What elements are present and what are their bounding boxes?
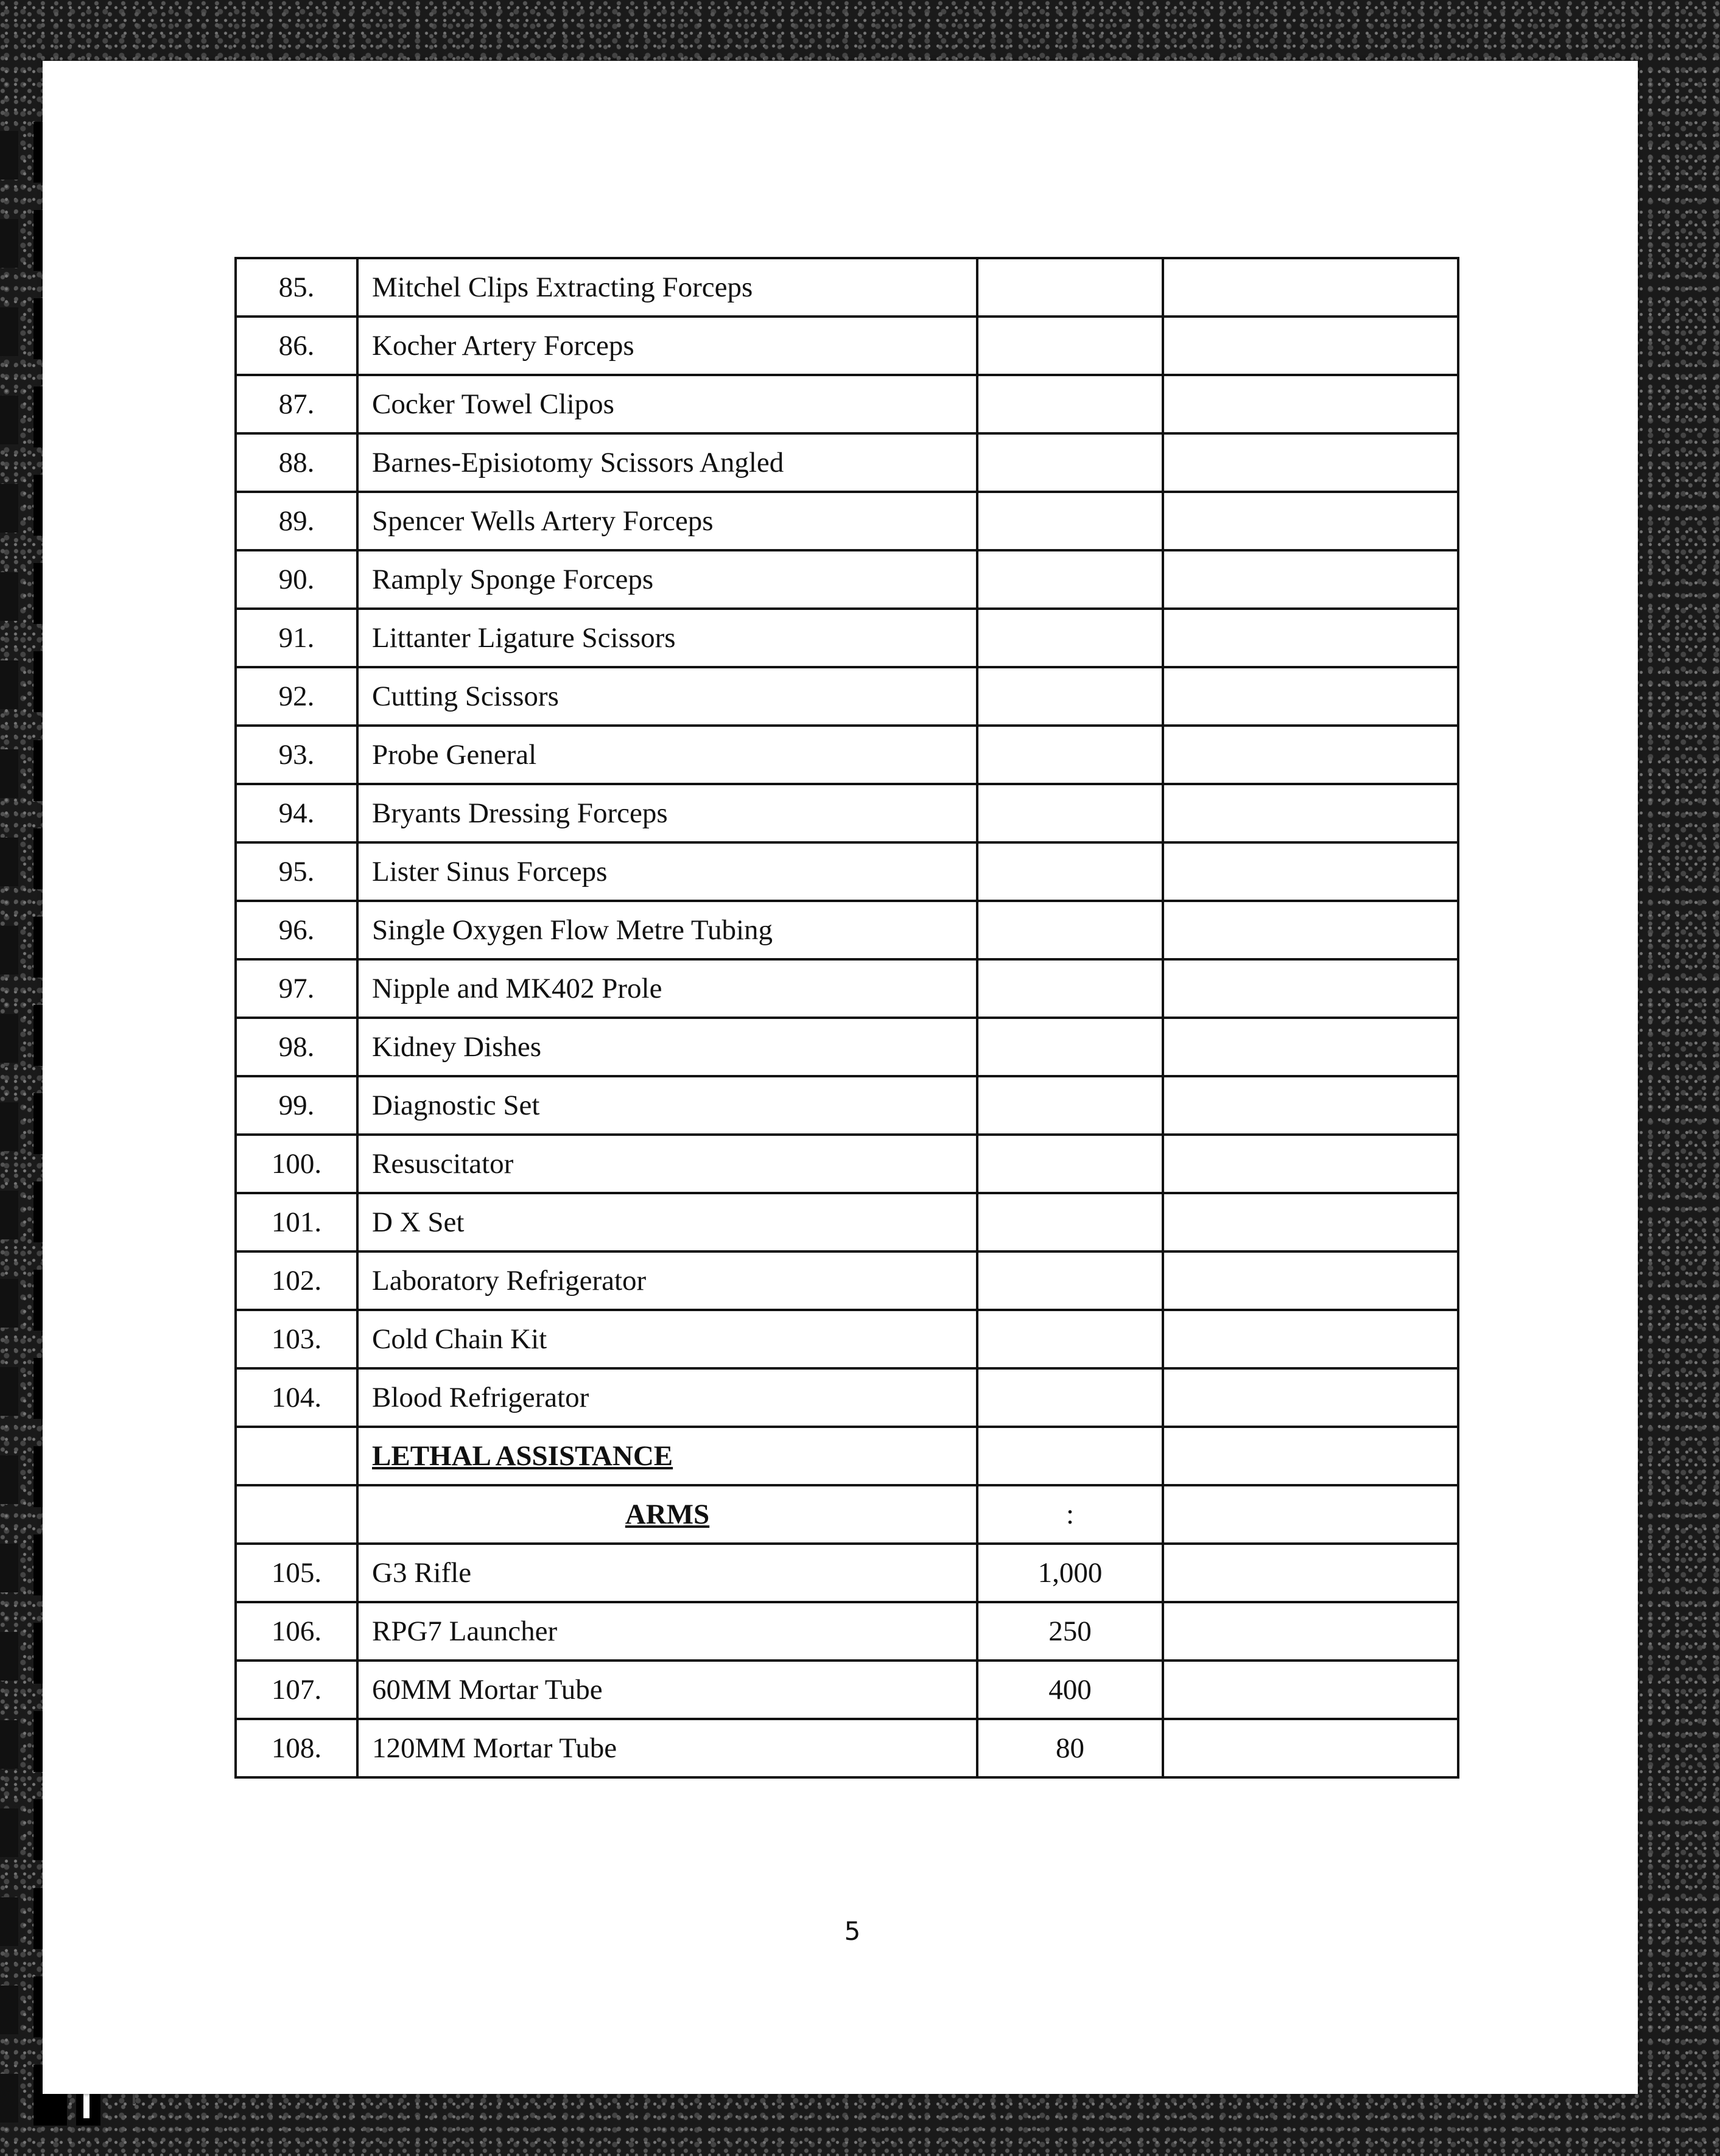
item-name: RPG7 Launcher: [357, 1602, 977, 1661]
section-extra-cell: [1163, 1427, 1458, 1485]
table-row: [236, 1661, 1458, 1719]
subsection-mark: :: [977, 1485, 1163, 1544]
item-extra: [1163, 375, 1458, 433]
item-extra: [1163, 726, 1458, 784]
table-row: [236, 492, 1458, 550]
item-quantity: [977, 901, 1163, 959]
table-row: [236, 433, 1458, 492]
item-quantity: [977, 959, 1163, 1018]
item-name: Lister Sinus Forceps: [357, 842, 977, 901]
item-name: 60MM Mortar Tube: [357, 1661, 977, 1719]
item-quantity: [977, 1368, 1163, 1427]
item-extra: [1163, 901, 1458, 959]
item-extra: [1163, 550, 1458, 609]
equipment-table-body: [236, 258, 1458, 1777]
item-name: Bryants Dressing Forceps: [357, 784, 977, 842]
item-quantity: [977, 258, 1163, 317]
item-name: G3 Rifle: [357, 1544, 977, 1602]
item-number: 92.: [236, 667, 357, 726]
item-name: Spencer Wells Artery Forceps: [357, 492, 977, 550]
item-quantity: [977, 609, 1163, 667]
table-row: [236, 1018, 1458, 1076]
item-number: 88.: [236, 433, 357, 492]
item-quantity: 1,000: [977, 1544, 1163, 1602]
item-name: Ramply Sponge Forceps: [357, 550, 977, 609]
table-row: [236, 1076, 1458, 1135]
item-number: 100.: [236, 1135, 357, 1193]
item-extra: [1163, 1719, 1458, 1777]
item-quantity: [977, 433, 1163, 492]
item-number: 94.: [236, 784, 357, 842]
section-heading-lethal-assistance: LETHAL ASSISTANCE: [357, 1427, 977, 1485]
item-quantity: [977, 1310, 1163, 1368]
item-name: Resuscitator: [357, 1135, 977, 1193]
table-row: [236, 550, 1458, 609]
item-name: Cold Chain Kit: [357, 1310, 977, 1368]
section-qty-cell: [977, 1427, 1163, 1485]
item-name: Kocher Artery Forceps: [357, 317, 977, 375]
item-name: Mitchel Clips Extracting Forceps: [357, 258, 977, 317]
item-extra: [1163, 1251, 1458, 1310]
table-row: [236, 609, 1458, 667]
table-row: [236, 375, 1458, 433]
table-row: [236, 959, 1458, 1018]
item-quantity: [977, 784, 1163, 842]
item-extra: [1163, 1544, 1458, 1602]
item-extra: [1163, 1661, 1458, 1719]
item-number: 101.: [236, 1193, 357, 1251]
item-name: Kidney Dishes: [357, 1018, 977, 1076]
table-row: [236, 1193, 1458, 1251]
table-row: [236, 1544, 1458, 1602]
page-number: 5: [844, 1916, 861, 1946]
item-number: 106.: [236, 1602, 357, 1661]
item-name: Cocker Towel Clipos: [357, 375, 977, 433]
item-quantity: [977, 726, 1163, 784]
item-number: 90.: [236, 550, 357, 609]
item-extra: [1163, 317, 1458, 375]
item-extra: [1163, 1310, 1458, 1368]
table-row: [236, 1251, 1458, 1310]
table-row: [236, 1368, 1458, 1427]
item-quantity: [977, 667, 1163, 726]
item-number: 105.: [236, 1544, 357, 1602]
item-extra: [1163, 1076, 1458, 1135]
table-row: [236, 1310, 1458, 1368]
item-name: Blood Refrigerator: [357, 1368, 977, 1427]
section-num-cell: [236, 1427, 357, 1485]
item-number: 104.: [236, 1368, 357, 1427]
item-extra: [1163, 1193, 1458, 1251]
item-extra: [1163, 1602, 1458, 1661]
item-extra: [1163, 609, 1458, 667]
item-number: 107.: [236, 1661, 357, 1719]
item-name: Barnes-Episiotomy Scissors Angled: [357, 433, 977, 492]
item-quantity: [977, 1018, 1163, 1076]
item-number: 89.: [236, 492, 357, 550]
item-extra: [1163, 959, 1458, 1018]
item-quantity: [977, 550, 1163, 609]
item-quantity: 250: [977, 1602, 1163, 1661]
table-row-subsection: [236, 1485, 1458, 1544]
subsection-heading-arms: ARMS: [357, 1485, 977, 1544]
item-number: 99.: [236, 1076, 357, 1135]
item-number: 97.: [236, 959, 357, 1018]
table-row: [236, 1719, 1458, 1777]
table-row: [236, 784, 1458, 842]
equipment-table: [234, 257, 1459, 1779]
item-name: 120MM Mortar Tube: [357, 1719, 977, 1777]
item-extra: [1163, 842, 1458, 901]
item-quantity: [977, 317, 1163, 375]
item-number: 95.: [236, 842, 357, 901]
item-extra: [1163, 1368, 1458, 1427]
item-quantity: [977, 492, 1163, 550]
item-extra: [1163, 492, 1458, 550]
item-quantity: 400: [977, 1661, 1163, 1719]
item-quantity: 80: [977, 1719, 1163, 1777]
item-name: Littanter Ligature Scissors: [357, 609, 977, 667]
table-row: [236, 667, 1458, 726]
item-name: D X Set: [357, 1193, 977, 1251]
item-extra: [1163, 433, 1458, 492]
subsection-num-cell: [236, 1485, 357, 1544]
item-quantity: [977, 1135, 1163, 1193]
item-quantity: [977, 1076, 1163, 1135]
item-name: Probe General: [357, 726, 977, 784]
item-number: 98.: [236, 1018, 357, 1076]
item-extra: [1163, 784, 1458, 842]
item-number: 87.: [236, 375, 357, 433]
item-number: 96.: [236, 901, 357, 959]
item-extra: [1163, 1135, 1458, 1193]
item-number: 85.: [236, 258, 357, 317]
item-name: Nipple and MK402 Prole: [357, 959, 977, 1018]
item-quantity: [977, 842, 1163, 901]
item-number: 93.: [236, 726, 357, 784]
table-row-section: [236, 1427, 1458, 1485]
table-row: [236, 901, 1458, 959]
table-row: [236, 1602, 1458, 1661]
item-name: Cutting Scissors: [357, 667, 977, 726]
table-row: [236, 317, 1458, 375]
item-quantity: [977, 1193, 1163, 1251]
item-extra: [1163, 667, 1458, 726]
item-number: 108.: [236, 1719, 357, 1777]
table-row: [236, 726, 1458, 784]
item-name: Diagnostic Set: [357, 1076, 977, 1135]
table-row: [236, 842, 1458, 901]
item-number: 102.: [236, 1251, 357, 1310]
item-quantity: [977, 1251, 1163, 1310]
item-number: 103.: [236, 1310, 357, 1368]
item-name: Single Oxygen Flow Metre Tubing: [357, 901, 977, 959]
table-row: [236, 258, 1458, 317]
item-extra: [1163, 1018, 1458, 1076]
table-row: [236, 1135, 1458, 1193]
item-extra: [1163, 258, 1458, 317]
item-number: 91.: [236, 609, 357, 667]
item-name: Laboratory Refrigerator: [357, 1251, 977, 1310]
item-quantity: [977, 375, 1163, 433]
subsection-extra-cell: [1163, 1485, 1458, 1544]
item-number: 86.: [236, 317, 357, 375]
